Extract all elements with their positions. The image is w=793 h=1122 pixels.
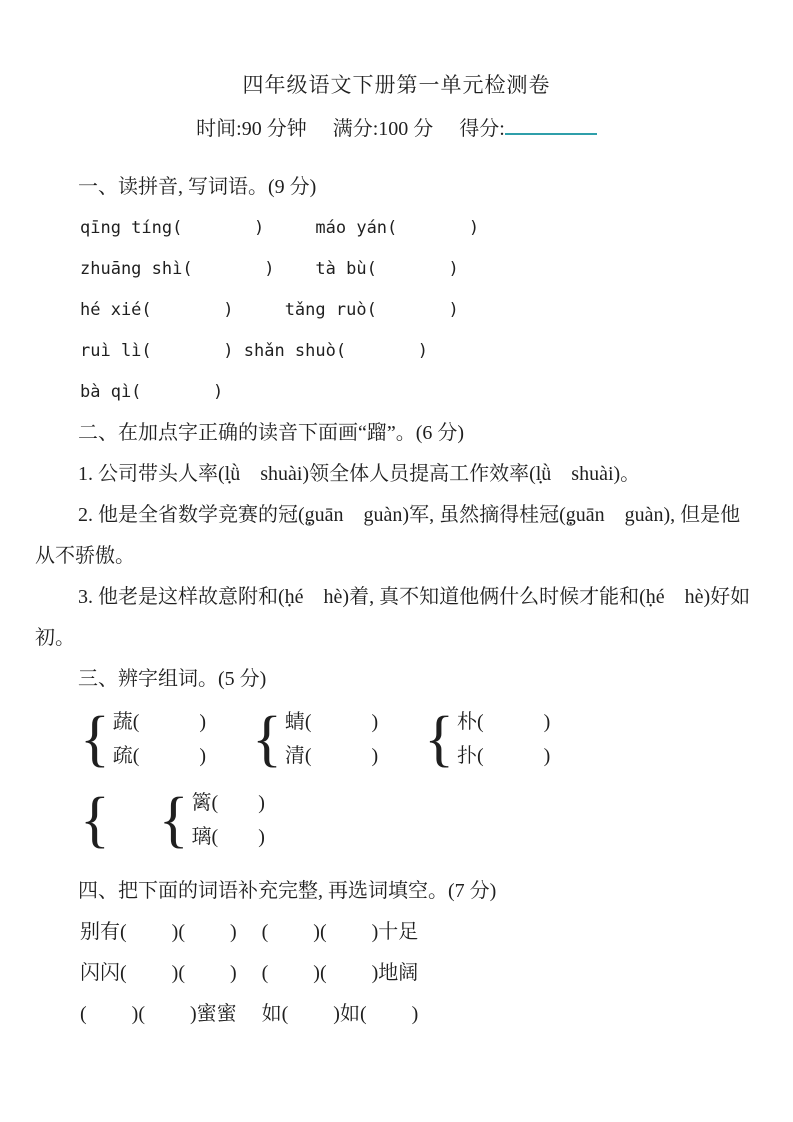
dotted-character: 和 [258, 586, 278, 608]
pair-bottom: 清( ) [284, 745, 379, 767]
dotted-character: 冠 [278, 504, 298, 526]
brace-glyph: { [252, 705, 282, 774]
pinyin-line: hé xié( ) tǎng ruò( ) [80, 300, 459, 320]
section-2-heading: 二、在加点字正确的读音下面画“蹓”。(6 分) [78, 422, 465, 444]
full-score-label: 满分:100 分 [332, 118, 434, 140]
dotted-character: 率 [198, 463, 218, 485]
exam-meta [0, 115, 793, 143]
brace-glyph: { [158, 786, 189, 855]
pair-top: 蜻( ) [284, 711, 379, 733]
pinyin-line: qīng tíng( ) máo yán( ) [80, 218, 480, 238]
brace-group [80, 786, 113, 855]
dotted-character: 率 [509, 463, 530, 485]
char-pairs-row-1 [80, 705, 758, 774]
pinyin-block [35, 208, 758, 413]
pair-top: 篱( ) [191, 792, 265, 814]
brace-pair [285, 709, 378, 770]
pinyin-line: ruì lì( ) shǎn shuò( ) [80, 341, 428, 361]
brace-glyph: { [80, 705, 110, 774]
question-item-3: 3. 他老是这样故意附和(hé hè)着, 真不知道他俩什么时候才能和(hé hè)好如初。 [35, 586, 751, 649]
brace-glyph: { [424, 705, 454, 774]
page-title: 四年级语文下册第一单元检测卷 [242, 73, 551, 97]
brace-group [252, 705, 379, 774]
pair-top: 蔬( ) [112, 711, 207, 733]
section-4-heading: 四、把下面的词语补充完整, 再选词填空。(7 分) [78, 880, 497, 902]
brace-pair [113, 709, 206, 770]
pair-bottom: 扑( ) [456, 745, 551, 767]
pinyin-line: zhuāng shì( ) tà bù( ) [80, 259, 459, 279]
brace-group [80, 705, 207, 774]
dotted-character: 冠 [539, 504, 560, 526]
fill-blank-line: 闪闪( )( ) ( )( )地阔 [80, 962, 419, 984]
score-label: 得分: [459, 118, 505, 140]
pinyin-line: bà qì( ) [80, 382, 224, 402]
brace-group [158, 786, 265, 855]
brace-pair [192, 790, 265, 851]
fill-blank-line: 别有( )( ) ( )( )十足 [80, 921, 419, 943]
section-3-heading: 三、辨字组词。(5 分) [78, 668, 267, 690]
time-label: 时间:90 分钟 [196, 118, 307, 140]
paper-body [35, 167, 758, 1035]
dotted-character: 和 [619, 586, 640, 608]
section-1-heading: 一、读拼音, 写词语。(9 分) [78, 176, 317, 198]
fill-blank-line: ( )( )蜜蜜 如( )如( ) [80, 1003, 419, 1025]
brace-group [424, 705, 551, 774]
pair-bottom: 疏( ) [112, 745, 207, 767]
pair-bottom: 璃( ) [191, 826, 265, 848]
score-fill-field[interactable] [505, 115, 597, 135]
pair-top: 朴( ) [456, 711, 551, 733]
question-item-1: 1. 公司带头人率(lǜ shuài)领全体人员提高工作效率(lǜ shuài)。 [78, 463, 641, 485]
brace-pair [457, 709, 550, 770]
char-pairs-row-2 [80, 786, 758, 855]
brace-glyph: { [80, 786, 110, 855]
question-item-2: 2. 他是全省数学竞赛的冠(guān guàn)军, 虽然摘得桂冠(guān guàn), 但是他从不骄傲。 [35, 504, 741, 567]
